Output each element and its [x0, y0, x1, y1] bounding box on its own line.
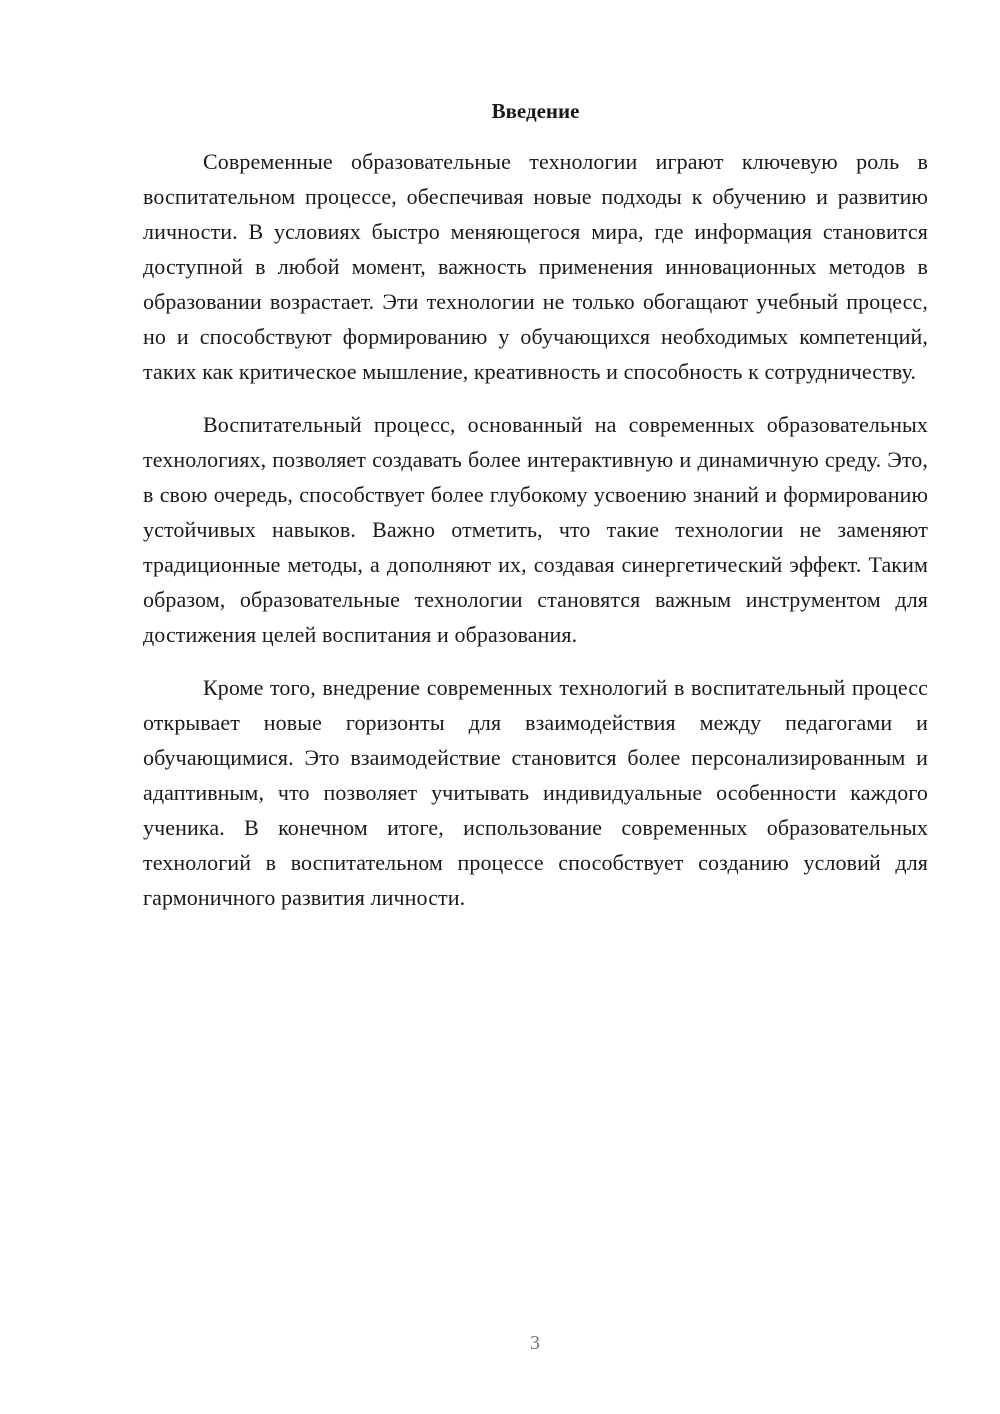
paragraph-1: Современные образовательные технологии играют ключевую роль в воспитательном процессе, обеспечивая новые подходы к обучению и развитию личности. В условиях быстро меняющегося мира, где информация становится доступной в любой момент, важность применения инновационных методов в образовании возрастает. Эти технологии не только обогащают учебный процесс, но и способствуют формированию у обучающихся необходимых компетенций, таких как критическое мышление, креативность и способность к сотрудничеству. [143, 149, 928, 384]
paragraph-3: Кроме того, внедрение современных технологий в воспитательный процесс открывает новые горизонты для взаимодействия между педагогами и обучающимися. Это взаимодействие становится более персонализированным и адаптивным, что позволяет учитывать индивидуальные особенности каждого ученика. В конечном итоге, использование современных образовательных технологий в воспитательном процессе способствует созданию условий для гармоничного развития личности. [143, 675, 928, 910]
section-heading: Введение [491, 99, 580, 123]
paragraph-2: Воспитательный процесс, основанный на современных образовательных технологиях, позволяет создавать более интерактивную и динамичную среду. Это, в свою очередь, способствует более глубокому усвоению знаний и формированию устойчивых навыков. Важно отметить, что такие технологии не заменяют традиционные методы, а дополняют их, создавая синергетический эффект. Таким образом, образовательные технологии становятся важным инструментом для достижения целей воспитания и образования. [143, 412, 928, 647]
page-number: 3 [530, 1332, 540, 1354]
page-content [143, 96, 928, 933]
